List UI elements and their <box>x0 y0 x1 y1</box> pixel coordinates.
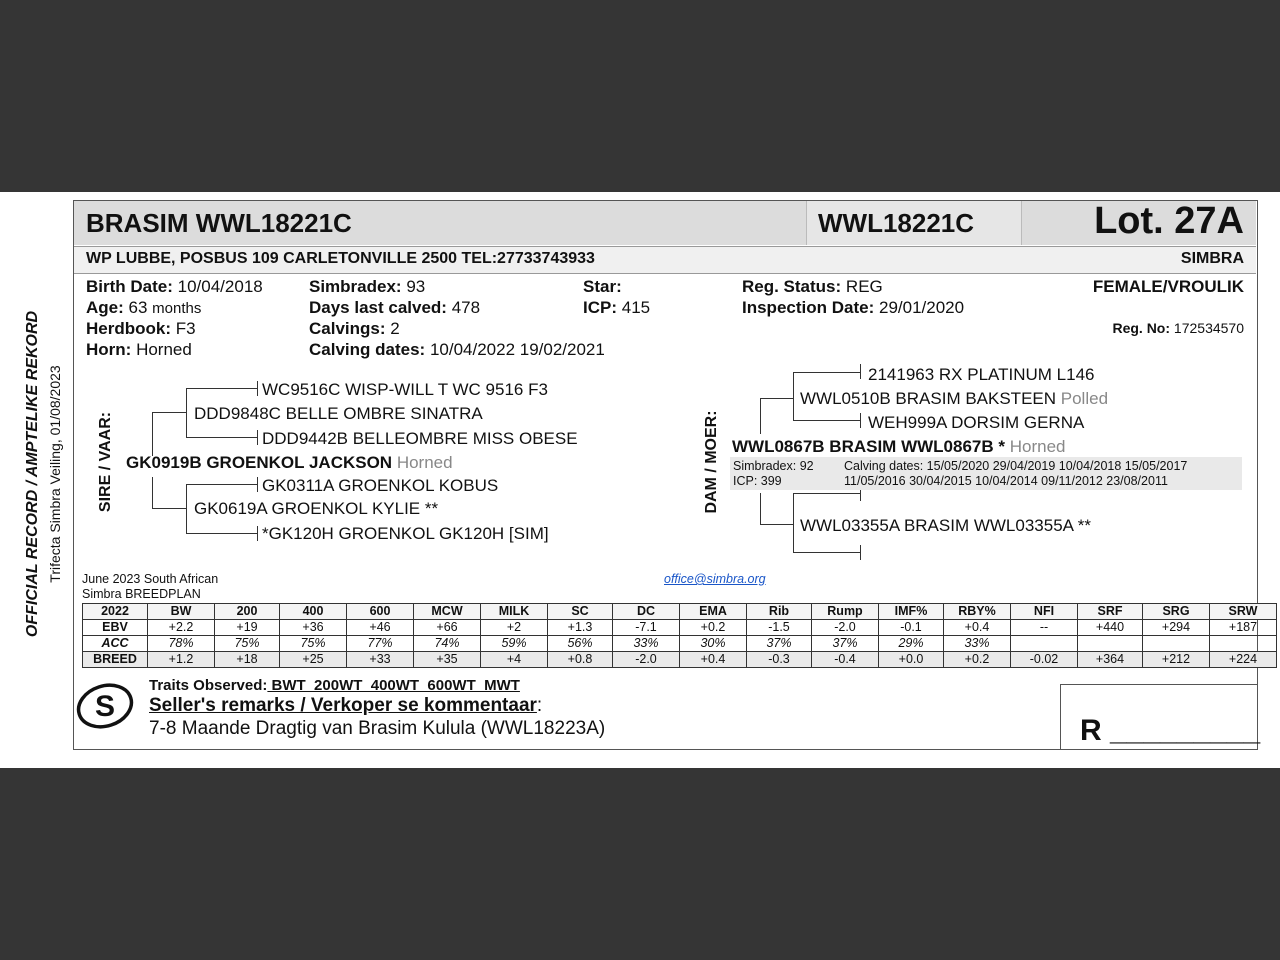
sire-name: GK0919B GROENKOL JACKSON Horned <box>126 453 453 472</box>
animal-name: BRASIM WWL18221C <box>86 208 352 238</box>
breedplan-line1: June 2023 South African <box>82 572 219 586</box>
ebv-value-cell: -7.1 <box>613 620 680 636</box>
ebv-value-cell: +440 <box>1078 620 1143 636</box>
ebv-header-row <box>83 604 1277 620</box>
ebv-header-cell: BW <box>148 604 215 620</box>
ebv-value-cell: -0.4 <box>812 652 879 668</box>
ebv-value-cell: +0.4 <box>680 652 747 668</box>
ebv-header-cell: 200 <box>215 604 280 620</box>
ebv-value-cell: +2.2 <box>148 620 215 636</box>
ebv-row-label: BREED <box>83 652 148 668</box>
ebv-value-cell: -0.02 <box>1011 652 1078 668</box>
ebv-value-cell: +0.2 <box>680 620 747 636</box>
ebv-header-cell: IMF% <box>879 604 944 620</box>
ebv-header-cell: Rib <box>747 604 812 620</box>
ebv-value-cell: 59% <box>481 636 548 652</box>
ebv-value-cell: +212 <box>1143 652 1210 668</box>
ebv-value-cell: +18 <box>215 652 280 668</box>
ebv-row-breed <box>83 652 1277 668</box>
ebv-value-cell: 29% <box>879 636 944 652</box>
days-last-calved: Days last calved: 478 <box>309 298 481 317</box>
dam-simbradex: Simbradex: 92 <box>733 459 814 473</box>
dam-name: WWL0867B BRASIM WWL0867B * Horned <box>732 437 1066 456</box>
ebv-row-label: ACC <box>83 636 148 652</box>
lot-number: Lot. 27A <box>1094 200 1244 242</box>
ebv-value-cell: -2.0 <box>812 620 879 636</box>
ebv-value-cell: +1.2 <box>148 652 215 668</box>
ebv-value-cell <box>1078 636 1143 652</box>
ebv-value-cell: -0.3 <box>747 652 812 668</box>
dam-sire: WWL0510B BRASIM BAKSTEEN Polled <box>800 389 1109 408</box>
ebv-value-cell: +364 <box>1078 652 1143 668</box>
ebv-header-cell: EMA <box>680 604 747 620</box>
dam-sire-dam: WEH999A DORSIM GERNA <box>868 413 1085 432</box>
ebv-value-cell <box>1011 636 1078 652</box>
ebv-value-cell: +46 <box>347 620 414 636</box>
ebv-value-cell: 37% <box>812 636 879 652</box>
ebv-header-cell: DC <box>613 604 680 620</box>
ebv-value-cell <box>1143 636 1210 652</box>
animal-code: WWL18221C <box>818 208 975 238</box>
sire-sire-dam: DDD9442B BELLEOMBRE MISS OBESE <box>262 429 578 448</box>
ebv-value-cell: +0.0 <box>879 652 944 668</box>
ebv-value-cell: +4 <box>481 652 548 668</box>
ebv-value-cell: 78% <box>148 636 215 652</box>
ebv-value-cell: +0.8 <box>548 652 613 668</box>
ebv-value-cell: +0.2 <box>944 652 1011 668</box>
ebv-value-cell: -2.0 <box>613 652 680 668</box>
ebv-value-cell: +187 <box>1210 620 1277 636</box>
ebv-row-acc <box>83 636 1277 652</box>
sire-sire: DDD9848C BELLE OMBRE SINATRA <box>194 404 483 423</box>
horn-status: Horn: Horned <box>86 340 192 359</box>
ebv-value-cell: +1.3 <box>548 620 613 636</box>
registration-number: Reg. No: 172534570 <box>1112 320 1244 336</box>
dam-dam: WWL03355A BRASIM WWL03355A ** <box>800 516 1092 535</box>
calvings: Calvings: 2 <box>309 319 400 338</box>
ebv-value-cell: +294 <box>1143 620 1210 636</box>
dam-icp: ICP: 399 <box>733 474 782 488</box>
ebv-value-cell: +0.4 <box>944 620 1011 636</box>
calving-dates: Calving dates: 10/04/2022 19/02/2021 <box>309 340 605 359</box>
inspection-date: Inspection Date: 29/01/2020 <box>742 298 965 317</box>
ebv-header-cell: SRG <box>1143 604 1210 620</box>
ebv-value-cell: +66 <box>414 620 481 636</box>
ebv-header-cell: SRF <box>1078 604 1143 620</box>
reg-status: Reg. Status: REG <box>742 277 883 296</box>
ebv-value-cell: -1.5 <box>747 620 812 636</box>
auction-label: Trifecta Simbra Veiling, 01/08/2023 <box>47 365 63 583</box>
ebv-value-cell: +35 <box>414 652 481 668</box>
birth-date: Birth Date: 10/04/2018 <box>86 277 263 296</box>
ebv-value-cell: 77% <box>347 636 414 652</box>
ebv-value-cell: 33% <box>613 636 680 652</box>
sire-dam-sire: GK0311A GROENKOL KOBUS <box>262 476 499 495</box>
ebv-value-cell: -- <box>1011 620 1078 636</box>
dam-calving-dates-2: 11/05/2016 30/04/2015 10/04/2014 09/11/2012 23/08/2011 <box>844 474 1168 488</box>
simbra-logo-icon <box>76 683 134 729</box>
ebv-table <box>82 603 1277 668</box>
ebv-row-label: EBV <box>83 620 148 636</box>
dam-label: DAM / MOER: <box>703 410 720 514</box>
ebv-value-cell: +25 <box>280 652 347 668</box>
ebv-value-cell: +224 <box>1210 652 1277 668</box>
remarks-label: Seller's remarks / Verkoper se kommentaar: <box>149 695 543 716</box>
ebv-value-cell: 56% <box>548 636 613 652</box>
ebv-value-cell: 33% <box>944 636 1011 652</box>
sire-sire-sire: WC9516C WISP-WILL T WC 9516 F3 <box>262 380 548 399</box>
icp: ICP: 415 <box>583 298 651 317</box>
ebv-header-cell: NFI <box>1011 604 1078 620</box>
star-label: Star: <box>583 277 622 296</box>
ebv-header-cell: SRW <box>1210 604 1277 620</box>
ebv-value-cell <box>1210 636 1277 652</box>
ebv-value-cell: -0.1 <box>879 620 944 636</box>
ebv-header-cell: SC <box>548 604 613 620</box>
ebv-header-cell: 600 <box>347 604 414 620</box>
ebv-value-cell: +19 <box>215 620 280 636</box>
ebv-header-cell: 2022 <box>83 604 148 620</box>
sire-label: SIRE / VAAR: <box>97 411 114 513</box>
sex: FEMALE/VROULIK <box>1092 277 1244 296</box>
logo-letter: S <box>94 690 116 723</box>
age: Age: 63 months <box>86 298 202 317</box>
traits-observed: Traits Observed: BWT 200WT 400WT 600WT MWT <box>149 677 520 694</box>
ebv-header-cell: RBY% <box>944 604 1011 620</box>
ebv-value-cell: 30% <box>680 636 747 652</box>
ebv-value-cell: 75% <box>280 636 347 652</box>
ebv-row-ebv <box>83 620 1277 636</box>
ebv-value-cell: +2 <box>481 620 548 636</box>
ebv-value-cell: 75% <box>215 636 280 652</box>
ebv-value-cell: +36 <box>280 620 347 636</box>
breed-label: SIMBRA <box>1180 250 1244 267</box>
breedplan-line2: Simbra BREEDPLAN <box>82 587 201 601</box>
dam-sire-sire: 2141963 RX PLATINUM L146 <box>868 365 1095 384</box>
ebv-header-cell: 400 <box>280 604 347 620</box>
ebv-value-cell: 37% <box>747 636 812 652</box>
simbradex: Simbradex: 93 <box>309 277 426 296</box>
ebv-header-cell: MILK <box>481 604 548 620</box>
dam-calving-dates-1: Calving dates: 15/05/2020 29/04/2019 10/04/2018 15/05/2017 <box>844 459 1188 473</box>
ebv-value-cell: 74% <box>414 636 481 652</box>
herdbook: Herdbook: F3 <box>86 319 196 338</box>
ebv-value-cell: +33 <box>347 652 414 668</box>
remarks-value: 7-8 Maande Dragtig van Brasim Kulula (WWL18223A) <box>149 718 606 739</box>
sire-dam: GK0619A GROENKOL KYLIE ** <box>194 499 439 518</box>
ebv-header-cell: Rump <box>812 604 879 620</box>
ebv-header-cell: MCW <box>414 604 481 620</box>
price-field[interactable]: R _________ <box>1080 714 1261 747</box>
sire-dam-dam: *GK120H GROENKOL GK120H [SIM] <box>262 524 549 543</box>
official-record-label: OFFICIAL RECORD / AMPTELIKE REKORD <box>24 310 41 638</box>
breeder-address: WP LUBBE, POSBUS 109 CARLETONVILLE 2500 TEL:27733743933 <box>86 250 595 267</box>
email-link[interactable]: office@simbra.org <box>664 572 766 586</box>
